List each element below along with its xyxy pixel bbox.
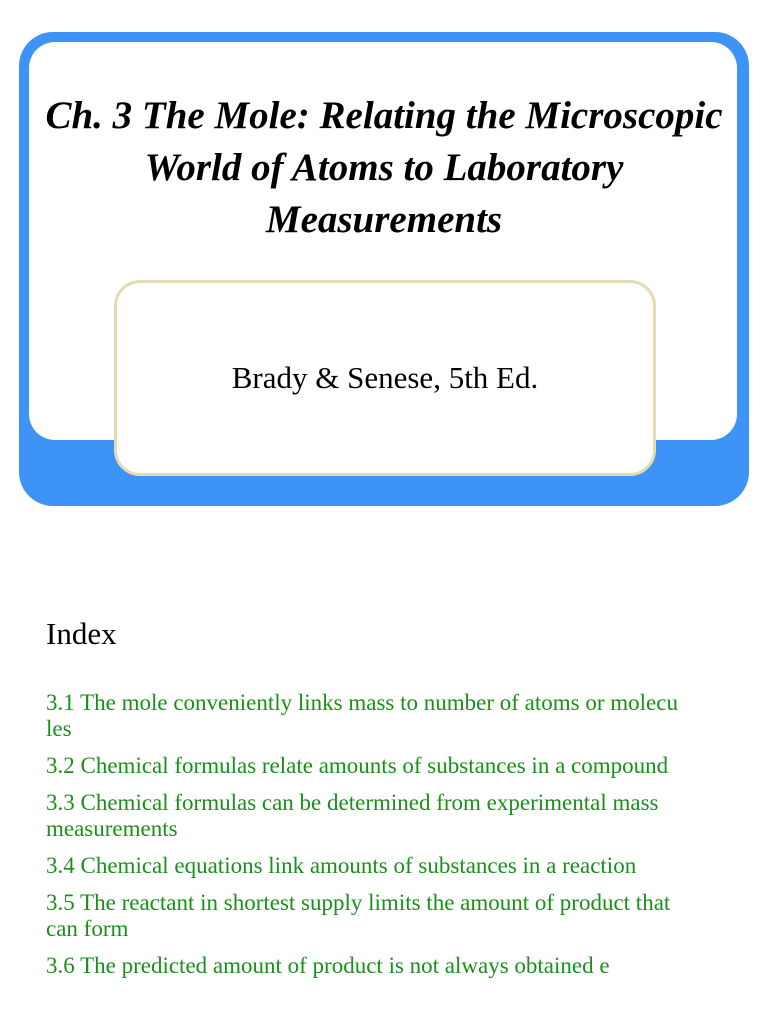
slide-title: Ch. 3 The Mole: Relating the Microscopic World of Atoms to Laboratory Measurements	[45, 94, 723, 241]
index-link-3-1[interactable]: 3.1 The mole conveniently links mass to number of atoms or molecules	[46, 690, 678, 741]
slide-subtitle: Brady & Senese, 5th Ed.	[231, 360, 539, 395]
index-link-3-6[interactable]: 3.6 The predicted amount of product is not always obtained e	[46, 953, 610, 978]
index-link-3-5[interactable]: 3.5 The reactant in shortest supply limits the amount of product that can form	[46, 890, 671, 941]
index-heading: Index	[46, 616, 117, 651]
subtitle-box	[114, 280, 656, 476]
index-link-3-4[interactable]: 3.4 Chemical equations link amounts of substances in a reaction	[46, 853, 637, 878]
index-link-3-3[interactable]: 3.3 Chemical formulas can be determined from experimental mass measurements	[46, 790, 659, 841]
index-link-3-2[interactable]: 3.2 Chemical formulas relate amounts of substances in a compound	[46, 753, 669, 778]
index-list	[46, 690, 682, 990]
